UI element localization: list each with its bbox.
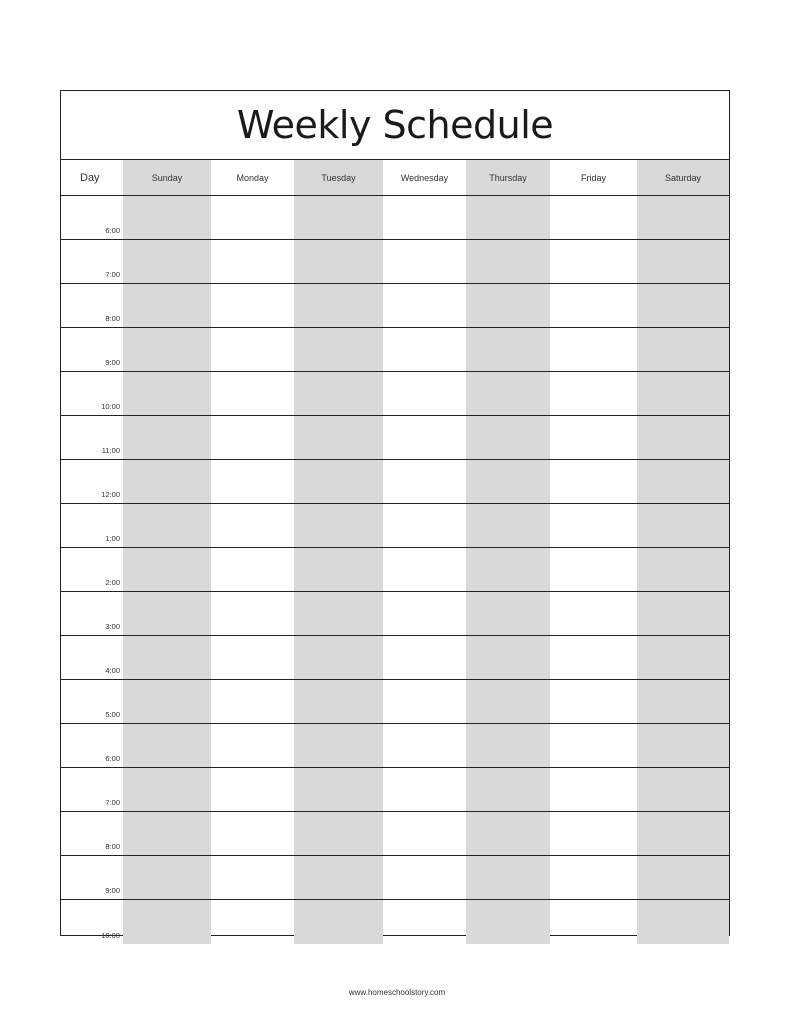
schedule-slot-saturday[interactable] xyxy=(637,504,729,548)
schedule-slot-sunday[interactable] xyxy=(123,328,211,372)
schedule-slot-monday[interactable] xyxy=(211,856,294,900)
schedule-slot-saturday[interactable] xyxy=(637,240,729,284)
schedule-slot-wednesday[interactable] xyxy=(383,196,466,240)
schedule-slot-tuesday[interactable] xyxy=(294,768,383,812)
schedule-slot-friday[interactable] xyxy=(550,636,637,680)
schedule-slot-saturday[interactable] xyxy=(637,724,729,768)
schedule-slot-friday[interactable] xyxy=(550,856,637,900)
schedule-slot-thursday[interactable] xyxy=(466,416,550,460)
schedule-slot-thursday[interactable] xyxy=(466,240,550,284)
day-header-saturday: Saturday xyxy=(637,160,729,196)
schedule-slot-sunday[interactable] xyxy=(123,812,211,856)
schedule-slot-saturday[interactable] xyxy=(637,900,729,944)
schedule-slot-tuesday[interactable] xyxy=(294,680,383,724)
schedule-slot-friday[interactable] xyxy=(550,900,637,944)
schedule-slot-friday[interactable] xyxy=(550,504,637,548)
time-label: 8:00 xyxy=(61,812,123,856)
schedule-slot-wednesday[interactable] xyxy=(383,768,466,812)
schedule-slot-monday[interactable] xyxy=(211,284,294,328)
schedule-slot-thursday[interactable] xyxy=(466,636,550,680)
schedule-slot-sunday[interactable] xyxy=(123,460,211,504)
schedule-slot-thursday[interactable] xyxy=(466,504,550,548)
schedule-slot-sunday[interactable] xyxy=(123,196,211,240)
schedule-slot-monday[interactable] xyxy=(211,504,294,548)
schedule-slot-monday[interactable] xyxy=(211,416,294,460)
footer-url: www.homeschoolstory.com xyxy=(348,988,446,997)
schedule-slot-sunday[interactable] xyxy=(123,680,211,724)
schedule-slot-thursday[interactable] xyxy=(466,768,550,812)
schedule-slot-wednesday[interactable] xyxy=(383,372,466,416)
schedule-slot-monday[interactable] xyxy=(211,240,294,284)
time-label: 7:00 xyxy=(61,240,123,284)
schedule-grid xyxy=(61,160,729,944)
day-column-header: Day xyxy=(61,160,123,196)
schedule-slot-tuesday[interactable] xyxy=(294,812,383,856)
schedule-slot-saturday[interactable] xyxy=(637,460,729,504)
schedule-slot-thursday[interactable] xyxy=(466,460,550,504)
schedule-slot-wednesday[interactable] xyxy=(383,284,466,328)
schedule-slot-friday[interactable] xyxy=(550,680,637,724)
schedule-slot-thursday[interactable] xyxy=(466,812,550,856)
schedule-slot-tuesday[interactable] xyxy=(294,548,383,592)
schedule-slot-sunday[interactable] xyxy=(123,284,211,328)
schedule-slot-wednesday[interactable] xyxy=(383,592,466,636)
schedule-slot-friday[interactable] xyxy=(550,548,637,592)
schedule-slot-tuesday[interactable] xyxy=(294,504,383,548)
schedule-slot-thursday[interactable] xyxy=(466,592,550,636)
schedule-slot-sunday[interactable] xyxy=(123,724,211,768)
schedule-slot-wednesday[interactable] xyxy=(383,504,466,548)
schedule-slot-wednesday[interactable] xyxy=(383,416,466,460)
schedule-slot-tuesday[interactable] xyxy=(294,460,383,504)
schedule-slot-wednesday[interactable] xyxy=(383,240,466,284)
day-header-sunday: Sunday xyxy=(123,160,211,196)
schedule-slot-saturday[interactable] xyxy=(637,328,729,372)
schedule-slot-friday[interactable] xyxy=(550,416,637,460)
schedule-slot-sunday[interactable] xyxy=(123,372,211,416)
schedule-slot-friday[interactable] xyxy=(550,768,637,812)
schedule-slot-tuesday[interactable] xyxy=(294,240,383,284)
schedule-slot-saturday[interactable] xyxy=(637,768,729,812)
schedule-slot-monday[interactable] xyxy=(211,196,294,240)
schedule-slot-monday[interactable] xyxy=(211,328,294,372)
schedule-slot-saturday[interactable] xyxy=(637,416,729,460)
day-header-monday: Monday xyxy=(211,160,294,196)
schedule-slot-friday[interactable] xyxy=(550,592,637,636)
schedule-slot-friday[interactable] xyxy=(550,328,637,372)
schedule-slot-saturday[interactable] xyxy=(637,284,729,328)
schedule-slot-thursday[interactable] xyxy=(466,680,550,724)
schedule-slot-monday[interactable] xyxy=(211,724,294,768)
schedule-sheet xyxy=(60,90,730,940)
schedule-slot-sunday[interactable] xyxy=(123,240,211,284)
schedule-slot-saturday[interactable] xyxy=(637,636,729,680)
schedule-slot-sunday[interactable] xyxy=(123,768,211,812)
schedule-slot-saturday[interactable] xyxy=(637,592,729,636)
schedule-slot-friday[interactable] xyxy=(550,196,637,240)
schedule-slot-wednesday[interactable] xyxy=(383,724,466,768)
page-title: Weekly Schedule xyxy=(236,103,554,147)
schedule-slot-tuesday[interactable] xyxy=(294,856,383,900)
schedule-slot-monday[interactable] xyxy=(211,636,294,680)
time-label: 4:00 xyxy=(61,636,123,680)
schedule-slot-tuesday[interactable] xyxy=(294,724,383,768)
schedule-slot-saturday[interactable] xyxy=(637,812,729,856)
schedule-slot-thursday[interactable] xyxy=(466,328,550,372)
time-label: 9:00 xyxy=(61,328,123,372)
time-label: 10:00 xyxy=(61,372,123,416)
schedule-slot-tuesday[interactable] xyxy=(294,196,383,240)
time-label: 11:00 xyxy=(61,416,123,460)
schedule-slot-tuesday[interactable] xyxy=(294,284,383,328)
schedule-slot-monday[interactable] xyxy=(211,548,294,592)
schedule-slot-tuesday[interactable] xyxy=(294,416,383,460)
schedule-slot-thursday[interactable] xyxy=(466,372,550,416)
schedule-slot-thursday[interactable] xyxy=(466,196,550,240)
schedule-slot-monday[interactable] xyxy=(211,812,294,856)
time-label: 8:00 xyxy=(61,284,123,328)
schedule-slot-saturday[interactable] xyxy=(637,856,729,900)
schedule-slot-saturday[interactable] xyxy=(637,680,729,724)
schedule-slot-tuesday[interactable] xyxy=(294,900,383,944)
schedule-slot-friday[interactable] xyxy=(550,812,637,856)
schedule-slot-saturday[interactable] xyxy=(637,196,729,240)
schedule-slot-sunday[interactable] xyxy=(123,856,211,900)
schedule-slot-thursday[interactable] xyxy=(466,284,550,328)
schedule-slot-wednesday[interactable] xyxy=(383,856,466,900)
time-label: 12:00 xyxy=(61,460,123,504)
time-label: 3:00 xyxy=(61,592,123,636)
schedule-slot-sunday[interactable] xyxy=(123,416,211,460)
schedule-slot-sunday[interactable] xyxy=(123,504,211,548)
schedule-slot-tuesday[interactable] xyxy=(294,328,383,372)
schedule-slot-tuesday[interactable] xyxy=(294,372,383,416)
schedule-slot-tuesday[interactable] xyxy=(294,592,383,636)
time-label: 9:00 xyxy=(61,856,123,900)
schedule-slot-thursday[interactable] xyxy=(466,900,550,944)
title-row xyxy=(61,91,729,160)
day-header-tuesday: Tuesday xyxy=(294,160,383,196)
schedule-slot-friday[interactable] xyxy=(550,460,637,504)
time-label: 2:00 xyxy=(61,548,123,592)
time-label: 5:00 xyxy=(61,680,123,724)
schedule-slot-sunday[interactable] xyxy=(123,900,211,944)
schedule-slot-wednesday[interactable] xyxy=(383,328,466,372)
schedule-slot-wednesday[interactable] xyxy=(383,900,466,944)
day-header-thursday: Thursday xyxy=(466,160,550,196)
schedule-slot-monday[interactable] xyxy=(211,592,294,636)
schedule-slot-friday[interactable] xyxy=(550,284,637,328)
time-label: 1:00 xyxy=(61,504,123,548)
schedule-slot-friday[interactable] xyxy=(550,240,637,284)
schedule-slot-friday[interactable] xyxy=(550,372,637,416)
schedule-slot-friday[interactable] xyxy=(550,724,637,768)
schedule-slot-wednesday[interactable] xyxy=(383,636,466,680)
schedule-slot-wednesday[interactable] xyxy=(383,548,466,592)
time-label: 6:00 xyxy=(61,196,123,240)
day-header-wednesday: Wednesday xyxy=(383,160,466,196)
schedule-slot-saturday[interactable] xyxy=(637,372,729,416)
schedule-slot-thursday[interactable] xyxy=(466,856,550,900)
time-label: 6:00 xyxy=(61,724,123,768)
schedule-slot-monday[interactable] xyxy=(211,900,294,944)
schedule-slot-saturday[interactable] xyxy=(637,548,729,592)
schedule-slot-thursday[interactable] xyxy=(466,548,550,592)
schedule-slot-tuesday[interactable] xyxy=(294,636,383,680)
time-label: 10:00 xyxy=(101,931,120,940)
schedule-slot-monday[interactable] xyxy=(211,680,294,724)
schedule-slot-monday[interactable] xyxy=(211,372,294,416)
schedule-slot-wednesday[interactable] xyxy=(383,680,466,724)
schedule-slot-sunday[interactable] xyxy=(123,548,211,592)
schedule-slot-wednesday[interactable] xyxy=(383,812,466,856)
schedule-slot-monday[interactable] xyxy=(211,460,294,504)
schedule-slot-sunday[interactable] xyxy=(123,592,211,636)
time-label: 7:00 xyxy=(61,768,123,812)
schedule-slot-sunday[interactable] xyxy=(123,636,211,680)
schedule-slot-monday[interactable] xyxy=(211,768,294,812)
schedule-slot-wednesday[interactable] xyxy=(383,460,466,504)
schedule-slot-thursday[interactable] xyxy=(466,724,550,768)
day-header-friday: Friday xyxy=(550,160,637,196)
